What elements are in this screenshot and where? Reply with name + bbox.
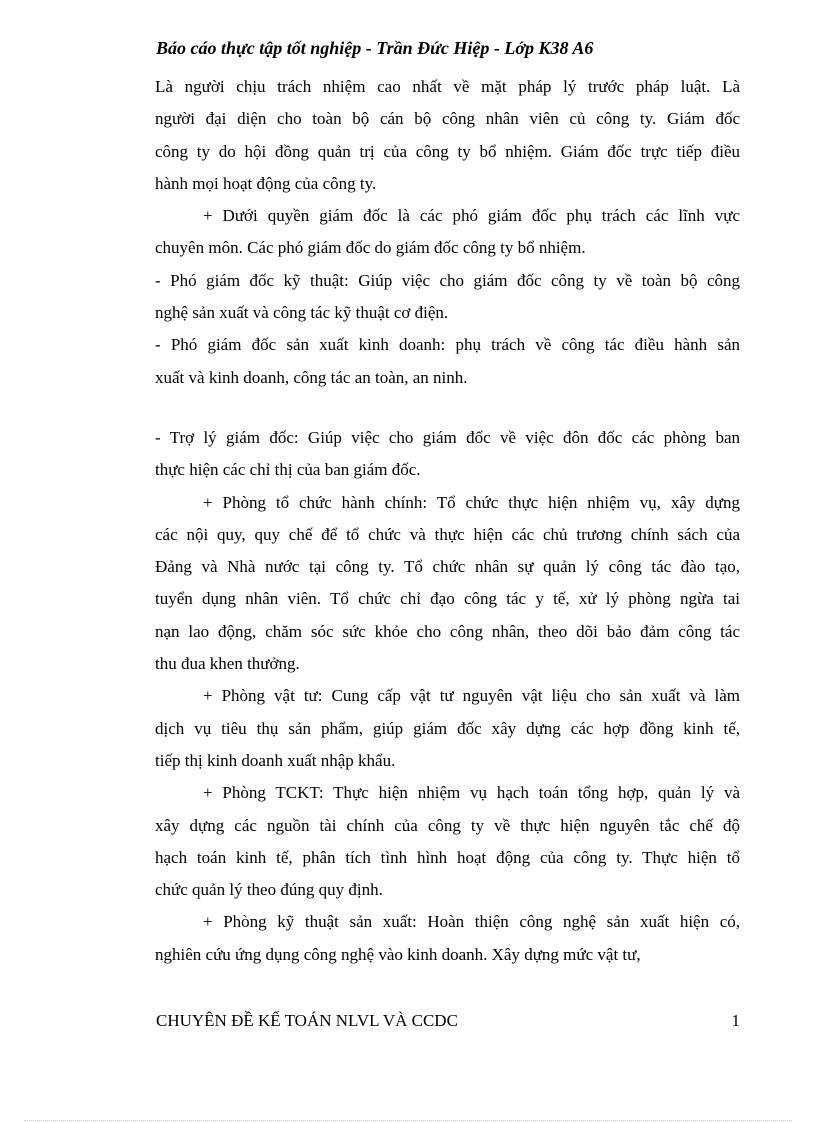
paragraph	[155, 422, 740, 487]
text-line: hạch toán kinh tế, phân tích tình hình hoạt động của công ty. Thực hiện tổ	[155, 847, 740, 867]
page-header: Báo cáo thực tập tốt nghiệp - Trần Đức Hiệp - Lớp K38 A6	[156, 38, 594, 58]
text-line: + Dưới quyền giám đốc là các phó giám đốc phụ trách các lĩnh vực	[203, 206, 740, 226]
page-number: 1	[731, 1011, 740, 1030]
paragraph	[155, 329, 740, 394]
text-line: các nội quy, quy chế để tổ chức và thực hiện các chủ trương chính sách của	[155, 524, 740, 544]
text-line: nạn lao động, chăm sóc sức khỏe cho công nhân, theo dõi bảo đảm công tác	[155, 621, 740, 641]
paragraph	[155, 71, 740, 200]
text-line: + Phòng TCKT: Thực hiện nhiệm vụ hạch toán tổng hợp, quản lý và	[203, 783, 740, 803]
document-body	[155, 71, 740, 971]
text-line: thu đua khen thưởng.	[155, 654, 300, 674]
paragraph	[155, 200, 740, 265]
text-line: xây dựng các nguồn tài chính của công ty về thực hiện nguyên tắc chế độ	[155, 815, 740, 835]
paragraph	[155, 680, 740, 777]
text-line: + Phòng kỹ thuật sản xuất: Hoàn thiện công nghệ sản xuất hiện có,	[203, 912, 740, 932]
paragraph	[155, 265, 740, 330]
blank-paragraph	[155, 394, 740, 422]
text-line: - Phó giám đốc sản xuất kinh doanh: phụ trách về công tác điều hành sản	[155, 335, 740, 355]
paragraph	[155, 906, 740, 971]
paragraph	[155, 487, 740, 681]
text-line: dịch vụ tiêu thụ sản phẩm, giúp giám đốc xây dựng các hợp đồng kinh tế,	[155, 718, 740, 738]
page-footer	[156, 1011, 740, 1031]
text-line: xuất và kinh doanh, công tác an toàn, an ninh.	[155, 367, 468, 387]
text-line: tuyển dụng nhân viên. Tổ chức chỉ đạo công tác y tế, xử lý phòng ngừa tai	[155, 589, 740, 609]
text-line: tiếp thị kinh doanh xuất nhập khẩu.	[155, 750, 396, 770]
text-line: nghiên cứu ứng dụng công nghệ vào kinh doanh. Xây dựng mức vật tư,	[155, 944, 641, 964]
text-line: - Trợ lý giám đốc: Giúp việc cho giám đốc về việc đôn đốc các phòng ban	[155, 427, 740, 447]
text-line: - Phó giám đốc kỹ thuật: Giúp việc cho giám đốc công ty về toàn bộ công	[155, 270, 740, 290]
text-line: + Phòng tổ chức hành chính: Tổ chức thực hiện nhiệm vụ, xây dựng	[203, 492, 740, 512]
text-line: thực hiện các chỉ thị của ban giám đốc.	[155, 460, 421, 480]
text-line: người đại diện cho toàn bộ cán bộ công nhân viên củ công ty. Giám đốc	[155, 109, 740, 129]
text-line: chuyên môn. Các phó giám đốc do giám đốc công ty bổ nhiệm.	[155, 238, 586, 258]
paragraph	[155, 777, 740, 906]
text-line: + Phòng vật tư: Cung cấp vật tư nguyên vật liệu cho sản xuất và làm	[203, 686, 740, 706]
footer-title: CHUYÊN ĐỀ KẾ TOÁN NLVL VÀ CCDC	[156, 1011, 458, 1030]
page-separator	[24, 1120, 792, 1121]
text-line: Đảng và Nhà nước tại công ty. Tổ chức nhân sự quản lý công tác đào tạo,	[155, 557, 740, 577]
text-line: hành mọi hoạt động của công ty.	[155, 173, 377, 193]
text-line: công ty do hội đồng quản trị của công ty bổ nhiệm. Giám đốc trực tiếp điều	[155, 141, 740, 161]
text-line: Là người chịu trách nhiệm cao nhất về mặt pháp lý trước pháp luật. Là	[155, 77, 740, 96]
text-line: nghệ sản xuất và công tác kỹ thuật cơ điện.	[155, 303, 449, 323]
text-line: chức quản lý theo đúng quy định.	[155, 880, 383, 900]
